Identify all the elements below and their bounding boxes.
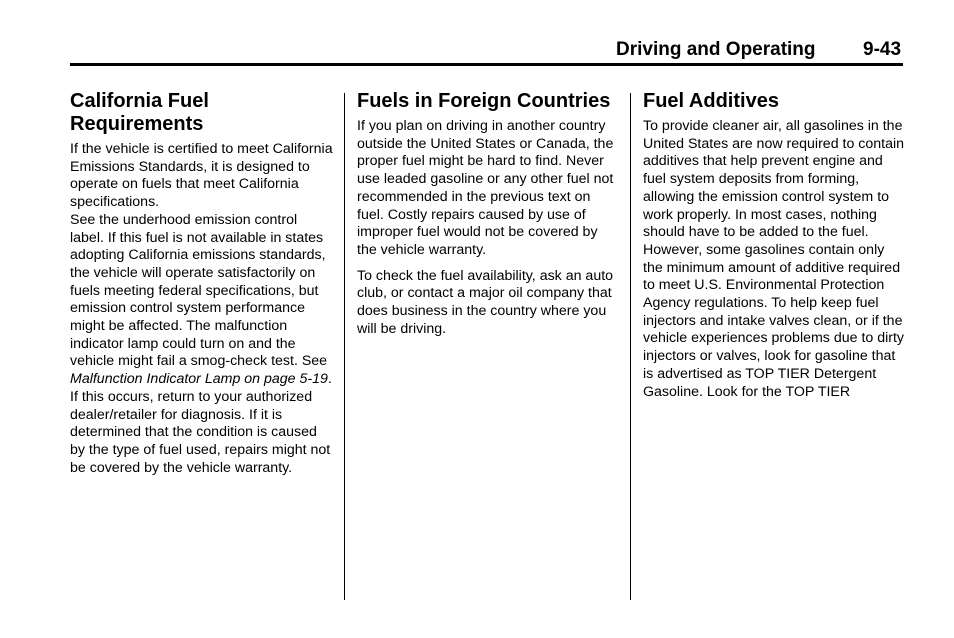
- column-divider-2: [630, 93, 631, 600]
- heading-fuels-in-foreign-countries: Fuels in Foreign Countries: [357, 90, 611, 112]
- column-fuel-additives: [643, 90, 907, 409]
- malfunction-indicator-lamp-page-ref[interactable]: on page 5-19: [240, 371, 328, 388]
- page-number: 9-43: [863, 39, 902, 60]
- paragraph-underhood-label-end: . If this occurs, return to your authorized dealer/retailer for diagnosis. If it is determined that the condition is caused by the type of fuel used, repairs might not be covered by the vehicle warranty.: [70, 371, 332, 476]
- column-california-fuel: [70, 90, 334, 485]
- paragraph-fuel-additives: To provide cleaner air, all gasolines in the United States are now required to contain additives that help prevent engine and fuel system deposits from forming, allowing the emission control system to work properly. In most cases, nothing should have to be added to the fuel. However, some gasolines contain only the minimum amount of additive required to meet U.S. Environmental Protection Agency regulations. To help keep fuel injectors and intake valves clean, or if the vehicle experiences problems due to dirty injectors or valves, look for gasoline that is advertised as TOP TIER Detergent Gasoline. Look for the TOP TIER: [643, 118, 905, 400]
- paragraph-california-certified: If the vehicle is certified to meet California Emissions Standards, it is designed to operate on fuels that meet California specifications.: [70, 141, 333, 211]
- paragraph-underhood-label-text: See the underhood emission control label. If this fuel is not available in states adopting California emissions standards, the vehicle will operate satisfactorily on fuels meeting federal specifications, but emission control system performance might be affected. The malfunction indicator lamp could turn on and the vehicle might fail a smog-check test. See: [70, 211, 328, 370]
- section-title: Driving and Operating: [616, 39, 816, 60]
- paragraph-underhood-label: [70, 212, 334, 478]
- column-foreign-countries: [357, 90, 621, 346]
- heading-california-fuel-requirements: California Fuel Requirements: [70, 90, 209, 135]
- column-divider-1: [344, 93, 345, 600]
- paragraph-fuel-availability: To check the fuel availability, ask an auto club, or contact a major oil company that does business in the country where you will be driving.: [357, 267, 614, 337]
- page-header: [70, 38, 903, 62]
- paragraph-foreign-driving: If you plan on driving in another country outside the United States or Canada, the proper fuel might be hard to find. Never use leaded gasoline or any other fuel not recommended in the previous text on fuel. Costly repairs caused by use of improper fuel would not be covered by the vehicle warranty.: [357, 118, 614, 258]
- malfunction-indicator-lamp-link[interactable]: Malfunction Indicator Lamp: [70, 371, 241, 388]
- header-rule: [70, 63, 903, 66]
- heading-fuel-additives: Fuel Additives: [643, 90, 779, 112]
